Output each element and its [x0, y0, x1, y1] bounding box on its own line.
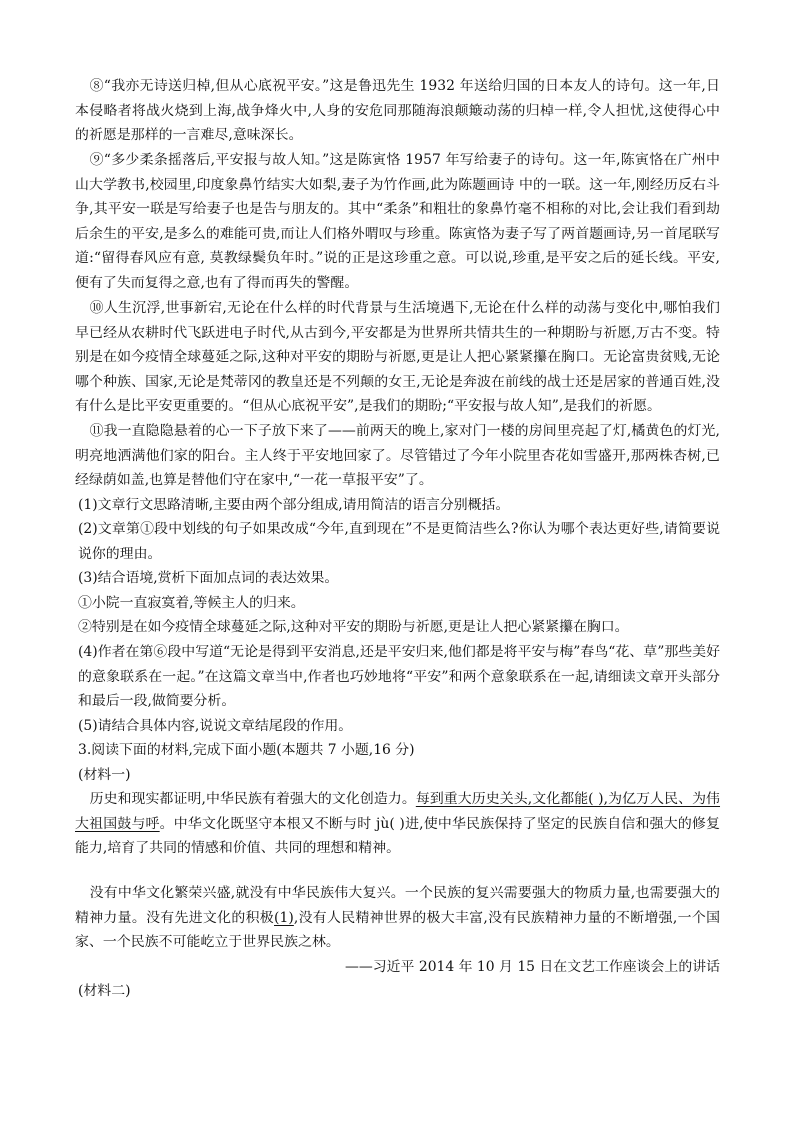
- question-3-item-1: ①小院一直寂寞着,等候主人的归来。: [78, 595, 305, 611]
- section-3-heading: 3.阅读下面的材料,完成下面小题(本题共 7 小题,16 分): [78, 742, 415, 758]
- paragraph-8: ⑧“我亦无诗送归棹,但从心底祝平安。”这是鲁迅先生 1932 年送给归国的日本友人的诗句。这一年,日本侵略者将战火烧到上海,战争烽火中,人身的安危同那随海浪颠簸动荡的归棹一样,令人担忧,这使得心中的祈愿是那样的一言难尽,意味深长。: [75, 78, 720, 144]
- material-1-attribution: ——习近平 2014 年 10 月 15 日在文艺工作座谈会上的讲话: [344, 959, 720, 975]
- material-1-p1-text-a: 历史和现实都证明,中华民族有着强大的文化创造力。: [89, 791, 416, 807]
- question-5: (5)请结合具体内容,说说文章结尾段的作用。: [78, 718, 353, 734]
- material-1-paragraph-1: [75, 787, 720, 861]
- material-2-label: (材料二): [78, 983, 131, 999]
- question-3: (3)结合语境,赏析下面加点词的表达效果。: [78, 570, 339, 586]
- material-1-label: (材料一): [78, 767, 131, 783]
- material-1-p2-text-b: ,没有人民精神世界的极大丰富,没有民族精神力量的不断增强,一个国家、一个民族不可能屹立于世界民族之林。: [75, 909, 721, 951]
- material-1-p2-blank: (1): [274, 909, 294, 926]
- question-1: (1)文章行文思路清晰,主要由两个部分组成,请用简洁的语言分别概括。: [78, 497, 510, 513]
- paragraph-9: ⑨“多少柔条摇落后,平安报与故人知。”这是陈寅恪 1957 年写给妻子的诗句。这一年,陈寅恪在广州中山大学教书,校园里,印度象鼻竹结实大如梨,妻子为竹作画,此为陈题画诗 中的一联。这一年,刚经历反右斗争,其平安一联是写给妻子也是告与朋友的。其中“柔条”和粗壮的象鼻竹毫不相称的对比,会让我们看到劫后余生的平安,是多么的难能可贵,而让人们格外喟叹与珍重。陈寅恪为妻子写了两首题画诗,另一首尾联写道:“留得春风应有意, 莫教绿鬓负年时。”说的正是这珍重之意。可以说,珍重,是平安之后的延长线。平安,便有了失而复得之意,也有了得而再失的警醒。: [75, 152, 720, 291]
- material-1-paragraph-2: [75, 881, 720, 955]
- question-3-item-2: ②特别是在如今疫情全球蔓延之际,这种对平安的期盼与祈愿,更是让人把心紧紧攥在胸口。: [78, 619, 629, 635]
- paragraph-10: ⑩人生沉浮,世事新宕,无论在什么样的时代背景与生活境遇下,无论在什么样的动荡与变化中,哪怕我们早已经从农耕时代飞跃进电子时代,从古到今,平安都是为世界所共情共生的一种期盼与祈愿,万古不变。特别是在如今疫情全球蔓延之际,这种对平安的期盼与祈愿,更是让人把心紧紧攥在胸口。无论富贵贫贱,无论哪个种族、国家,无论是梵蒂冈的教皇还是不列颠的女王,无论是奔波在前线的战士还是居家的普通百姓,没有什么是比平安更重要的。“但从心底祝平安”,是我们的期盼;“平安报与故人知”,是我们的祈愿。: [75, 300, 720, 415]
- material-1-p1-text-b: 。中华文化既坚守本根又不断与时 jù( )进,使中华民族保持了坚定的民族自信和强大的修复能力,培育了共同的情感和价值、共同的理想和精神。: [75, 815, 720, 857]
- material-1-p2-text-a: 没有中华文化繁荣兴盛,就没有中华民族伟大复兴。一个民族的复兴需要强大的物质力量,也需要强大的精神力量。没有先进文化的积极: [75, 885, 720, 926]
- paragraph-11: ⑪我一直隐隐悬着的心一下子放下来了——前两天的晚上,家对门一楼的房间里亮起了灯,橘黄色的灯光,明亮地洒满他们家的阳台。主人终于平安地回家了。尽管错过了今年小院里杏花如雪盛开,那两株杏树,已经绿荫如盖,也算是替他们守在家中,“一花一草报平安”了。: [75, 423, 720, 489]
- material-1-p1-underlined: 每到重大历史关头,文化都能( ),为亿万人民、为伟大祖国鼓与呼: [75, 791, 721, 832]
- question-2: (2)文章第①段中划线的句子如果改成“今年,直到现在”不是更简洁些么?你认为哪个表达更好些,请简要说说你的理由。: [78, 521, 720, 562]
- question-4: (4)作者在第⑥段中写道“无论是得到平安消息,还是平安归来,他们都是将平安与梅”春鸟“花、草”那些美好的意象联系在一起。”在这篇文章当中,作者也巧妙地将“平安”和两个意象联系在一起,请细读文章开头部分和最后一段,做简要分析。: [78, 644, 720, 710]
